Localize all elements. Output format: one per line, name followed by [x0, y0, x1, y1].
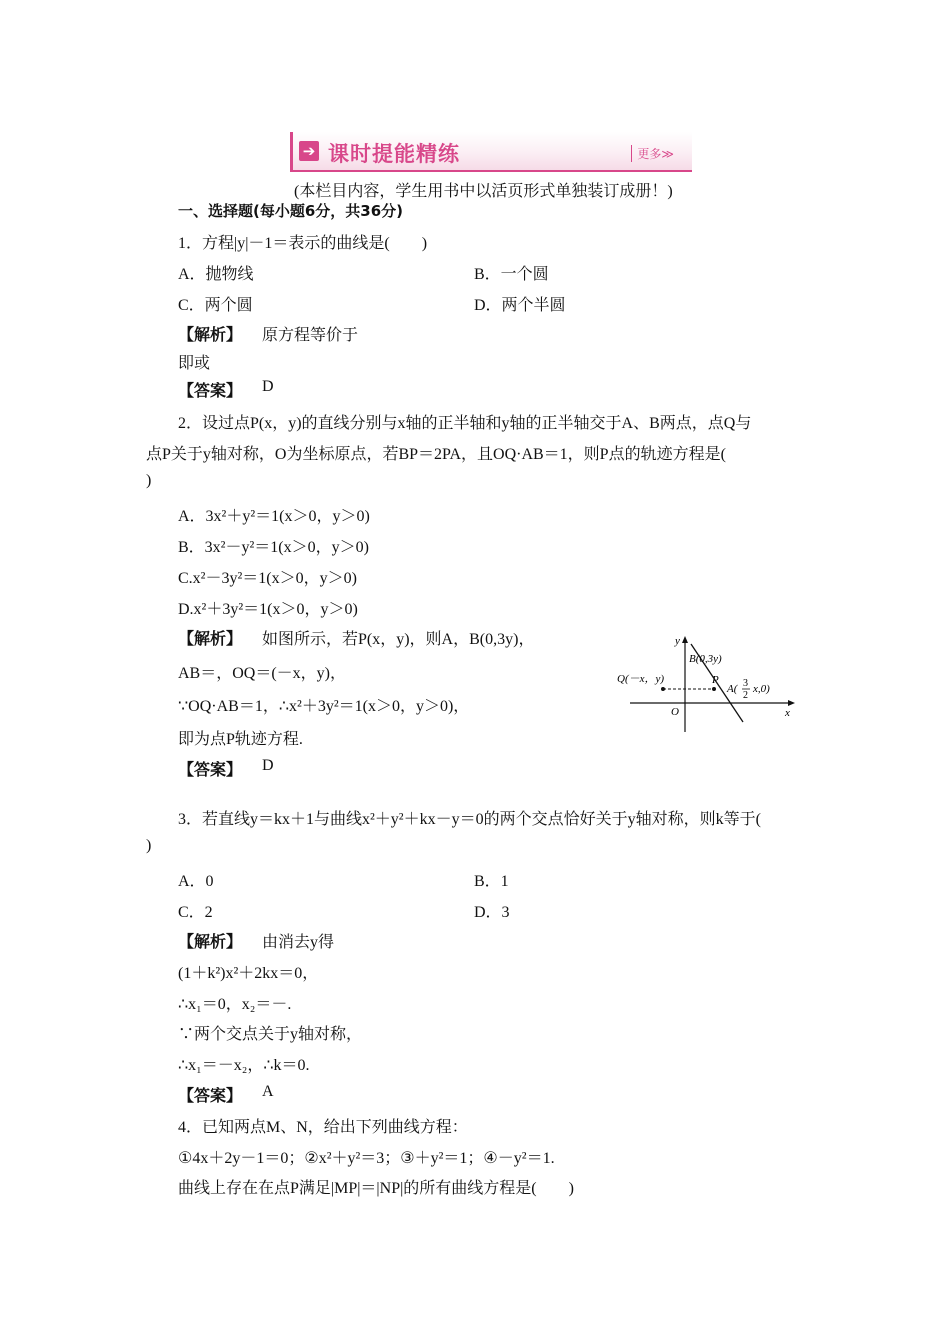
label-a-tail: x,0): [753, 683, 770, 695]
y-axis-arrow-icon: [682, 636, 688, 643]
q3-analysis-line3: ∴x₁＝0，x₂＝－.: [178, 996, 292, 1013]
x-axis-arrow-icon: [788, 700, 795, 706]
q2-analysis: 如图所示，若P(x，y)，则A，B(0,3y)，: [262, 631, 535, 648]
q3-option-c: C．2: [178, 904, 213, 921]
q3-analysis-line2: (1＋k²)x²＋2kx＝0，: [178, 965, 319, 982]
q1-analysis: 原方程等价于: [262, 327, 359, 344]
q3-analysis-line5: ∴x₁＝－x₂，∴k＝0.: [178, 1057, 310, 1074]
q3-analysis: 由消去y得: [262, 934, 335, 951]
q1-option-b: B．一个圆: [474, 266, 549, 283]
q2-option-d: D.x²＋3y²＝1(x＞0，y＞0): [178, 601, 358, 618]
label-p: P: [712, 674, 719, 686]
q1-answer-label: 【答案】: [178, 383, 243, 400]
q4-equations: ①4x＋2y－1＝0；②x²＋y²＝3；③＋y²＝1；④－y²＝1.: [178, 1150, 555, 1167]
label-q: Q(－x，y): [617, 673, 665, 685]
label-a-frac-num: 3: [743, 678, 748, 689]
q2-option-c: C.x²－3y²＝1(x＞0，y＞0): [178, 570, 357, 587]
q2-analysis-line3: ∵OQ·AB＝1，∴x²＋3y²＝1(x＞0，y＞0)，: [178, 698, 470, 715]
q2-option-b: B．3x²－y²＝1(x＞0，y＞0): [178, 539, 369, 556]
q2-answer-label: 【答案】: [178, 762, 243, 779]
header-note: (本栏目内容，学生用书中以活页形式单独装订成册！): [294, 183, 673, 200]
arrow-right-icon: ➔: [299, 141, 319, 161]
label-o: O: [671, 706, 679, 718]
more-link[interactable]: 更多≫: [631, 145, 674, 162]
q3-answer-label: 【答案】: [178, 1088, 243, 1105]
q3-stem-line1: 3．若直线y＝kx＋1与曲线x²＋y²＋kx－y＝0的两个交点恰好关于y轴对称，则k等于(: [178, 811, 761, 828]
q3-stem-line2: ): [146, 837, 152, 854]
q1-answer: D: [262, 378, 274, 395]
q3-analysis-label: 【解析】: [178, 934, 243, 951]
q4-question: 曲线上存在在点P满足|MP|＝|NP|的所有曲线方程是( ): [178, 1180, 574, 1197]
q1-option-d: D．两个半圆: [474, 297, 566, 314]
q2-analysis-line4: 即为点P轨迹方程.: [178, 731, 303, 748]
q3-option-b: B．1: [474, 873, 509, 890]
q4-stem: 4．已知两点M、N，给出下列曲线方程：: [178, 1119, 468, 1136]
banner-title: 课时提能精练: [328, 142, 460, 166]
label-a: A(: [727, 683, 738, 695]
label-y: y: [675, 635, 680, 647]
q1-option-a: A．抛物线: [178, 266, 254, 283]
q2-stem-line2: 点P关于y轴对称，O为坐标原点，若BP＝2PA，且OQ·AB＝1，则P点的轨迹方程是(: [146, 446, 726, 463]
q2-analysis-line2: AB＝，OQ＝(－x，y)，: [178, 665, 346, 682]
q2-figure: [615, 632, 800, 734]
q3-answer: A: [262, 1083, 274, 1100]
label-b: B(0,3y): [689, 653, 722, 665]
q2-answer: D: [262, 757, 274, 774]
q1-option-c: C．两个圆: [178, 297, 253, 314]
q2-option-a: A．3x²＋y²＝1(x＞0，y＞0): [178, 508, 370, 525]
section-banner: [290, 132, 692, 172]
label-x: x: [785, 707, 790, 719]
q1-analysis-label: 【解析】: [178, 327, 243, 344]
q2-stem-line3: ): [146, 472, 152, 489]
q3-analysis-line4: ∵两个交点关于y轴对称，: [178, 1026, 363, 1043]
banner-accent-bar: [290, 132, 293, 172]
q3-option-d: D．3: [474, 904, 510, 921]
section-title: 一、选择题(每小题6分，共36分): [178, 202, 404, 220]
q1-stem: 1．方程|y|－1＝表示的曲线是( ): [178, 235, 428, 252]
label-a-frac-den: 2: [743, 690, 748, 701]
q1-analysis-2: 即或: [178, 355, 211, 372]
point-q: [661, 687, 665, 691]
q3-option-a: A．0: [178, 873, 214, 890]
q2-stem-line1: 2．设过点P(x，y)的直线分别与x轴的正半轴和y轴的正半轴交于A、B两点，点Q与: [178, 415, 752, 432]
point-p: [712, 687, 716, 691]
q2-analysis-label: 【解析】: [178, 631, 243, 648]
